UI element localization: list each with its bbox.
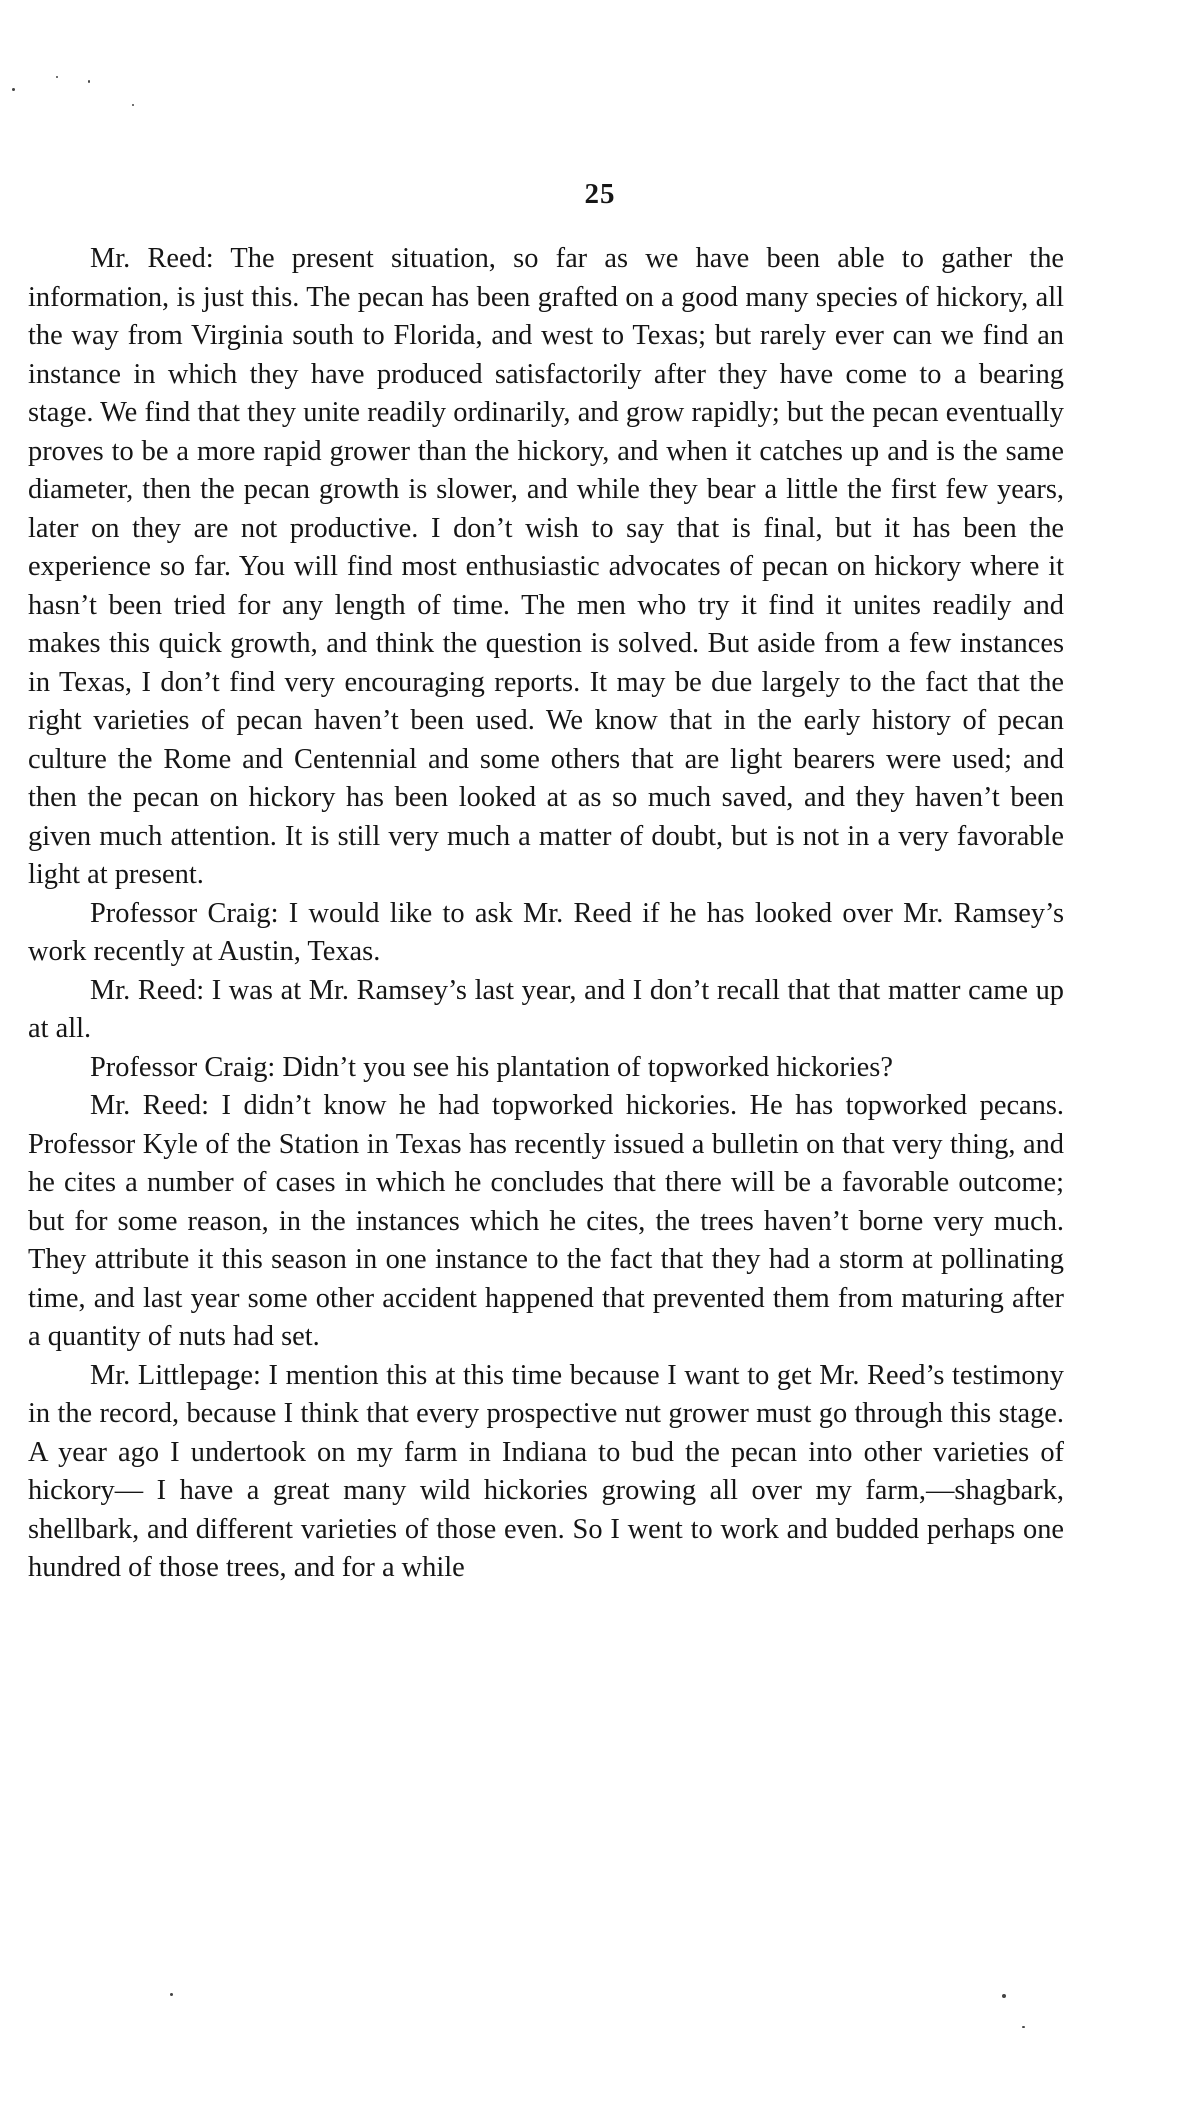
- paragraph-craig-topworked: Professor Craig: Didn’t you see his plantation of topworked hickories?: [90, 1051, 893, 1083]
- scan-speck: [1002, 1994, 1006, 1998]
- scan-speck: [170, 1993, 173, 1996]
- page-number: 25: [584, 178, 616, 210]
- paragraph-craig-question: Professor Craig: I would like to ask Mr. Reed if he has looked over Mr. Ramsey’s work recently at Austin, Texas.: [28, 897, 1064, 967]
- scan-speck: [132, 104, 134, 106]
- paragraph-reed-kyle-bulletin: Mr. Reed: I didn’t know he had topworked hickories. He has topworked pecans. Professor Kyle of the Station in Texas has recently issued a bulletin on that very thing, and he cites a number of cases in which he concludes that there will be a favorable outcome; but for some reason, in the instances which he cites, the trees haven’t borne very much. They attribute it this season in one instance to the fact that they had a storm at pollinating time, and last year some other accident happened that prevented them from maturing after a quantity of nuts had set.: [28, 1090, 1064, 1352]
- scan-speck: [12, 88, 15, 91]
- scan-speck: [88, 80, 90, 83]
- scan-speck: [56, 76, 58, 78]
- paragraph-reed-ramsey: Mr. Reed: I was at Mr. Ramsey’s last year, and I don’t recall that that matter came up at all.: [28, 974, 1064, 1044]
- body-text: [28, 240, 1064, 1588]
- paragraph-reed-present-situation: Mr. Reed: The present situation, so far as we have been able to gather the information, is just this. The pecan has been grafted on a good many species of hickory, all the way from Virginia south to Florida, and west to Texas; but rarely ever can we find an instance in which they have produced satisfactorily after they have come to a bearing stage. We find that they unite readily ordinarily, and grow rapidly; but the pecan eventually proves to be a more rapid grower than the hickory, and when it catches up and is the same diameter, then the pecan growth is slower, and while they bear a little the first few years, later on they are not productive. I don’t wish to say that is final, but it has been the experience so far. You will find most enthusiastic advocates of pecan on hickory where it hasn’t been tried for any length of time. The men who try it find it unites readily and makes this quick growth, and think the question is solved. But aside from a few instances in Texas, I don’t find very encouraging reports. It may be due largely to the fact that the right varieties of pecan haven’t been used. We know that in the early history of pecan culture the Rome and Centennial and some others that are light bearers were used; and then the pecan on hickory has been looked at as so much saved, and they haven’t been given much attention. It is still very much a matter of doubt, but is not in a very favorable light at present.: [28, 243, 1064, 890]
- scan-speck: [1022, 2026, 1025, 2028]
- paragraph-littlepage-testimony: Mr. Littlepage: I mention this at this time because I want to get Mr. Reed’s testimony in the record, because I think that every prospective nut grower must go through this stage. A year ago I undertook on my farm in Indiana to bud the pecan into other varieties of hickory— I have a great many wild hickories growing all over my farm,—shagbark, shellbark, and different varieties of those even. So I went to work and budded perhaps one hundred of those trees, and for a while: [28, 1359, 1064, 1583]
